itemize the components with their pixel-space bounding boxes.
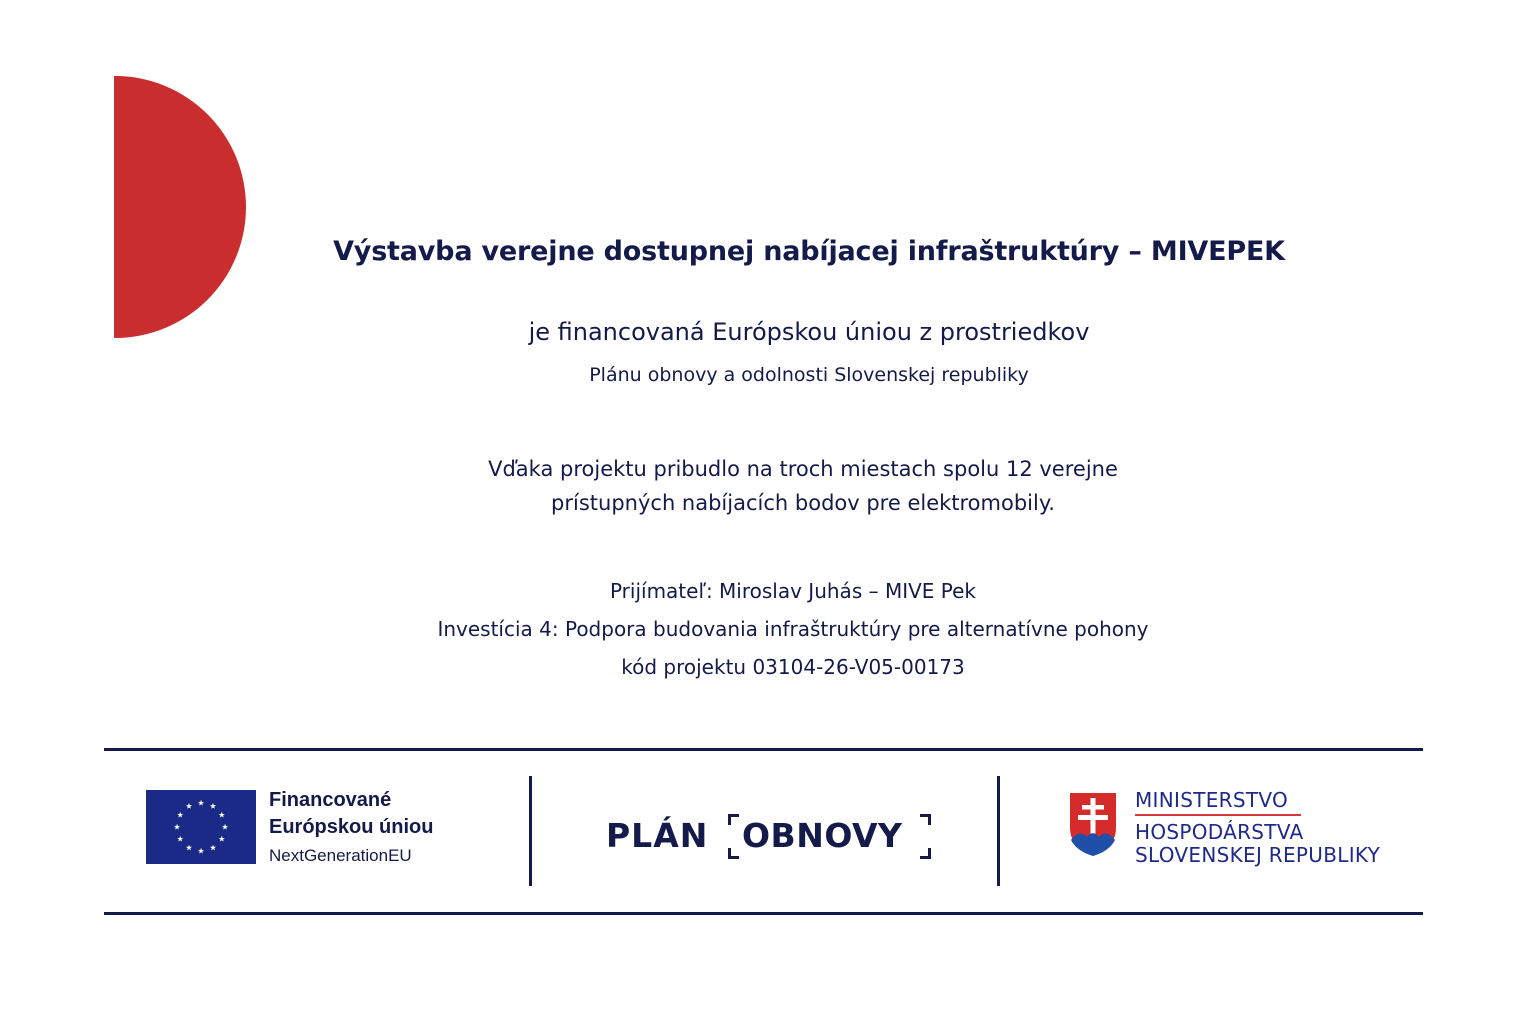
project-info bbox=[200, 572, 1386, 686]
eu-star bbox=[210, 845, 216, 851]
plan-obnovy-logo bbox=[604, 812, 944, 862]
eu-star bbox=[210, 803, 216, 809]
eu-star bbox=[177, 836, 183, 842]
page-title: Výstavba verejne dostupnej nabíjacej infraštruktúry – MIVEPEK bbox=[333, 236, 1285, 267]
plan-word: PLÁN bbox=[606, 816, 709, 855]
description-line: prístupných nabíjacích bodov pre elektromobily. bbox=[551, 491, 1055, 515]
ministry-line-slovenskej-republiky: SLOVENSKEJ REPUBLIKY bbox=[1135, 843, 1381, 867]
ministry-line-ministerstvo: MINISTERSTVO bbox=[1135, 788, 1289, 812]
eu-line-europskou-uniou: Európskou úniou bbox=[269, 816, 434, 838]
eu-flag-icon bbox=[146, 790, 256, 864]
footer-top-divider bbox=[104, 748, 1423, 751]
bracket-corner bbox=[920, 814, 931, 825]
eu-star bbox=[198, 848, 204, 854]
eu-stars bbox=[146, 790, 256, 864]
eu-star bbox=[219, 836, 225, 842]
recipient-text: Prijímateľ: Miroslav Juhás – MIVE Pek bbox=[609, 579, 977, 603]
eu-star bbox=[186, 845, 192, 851]
bracket-corner bbox=[728, 848, 739, 859]
bracket-corner bbox=[920, 848, 931, 859]
footer-vertical-divider bbox=[997, 776, 1000, 886]
funding-statement: je financovaná Európskou úniou z prostriedkov bbox=[528, 318, 1090, 346]
project-code-text: kód projektu 03104-26-V05-00173 bbox=[621, 655, 965, 679]
eu-star bbox=[177, 812, 183, 818]
bracket-corner bbox=[728, 814, 739, 825]
eu-star bbox=[174, 824, 180, 830]
ministry-logo-text bbox=[1135, 788, 1425, 867]
eu-funding-logo-text bbox=[269, 787, 519, 871]
ministry-red-rule bbox=[1135, 814, 1301, 816]
eu-star bbox=[222, 824, 228, 830]
eu-line-nextgenerationeu: NextGenerationEU bbox=[269, 846, 412, 865]
eu-star bbox=[219, 812, 225, 818]
ministry-line-hospodarstva: HOSPODÁRSTVA bbox=[1135, 820, 1304, 844]
eu-line-financovane: Financované bbox=[269, 789, 392, 811]
obnovy-word: OBNOVY bbox=[742, 816, 903, 855]
description-line: Vďaka projektu pribudlo na troch miestach spolu 12 verejne bbox=[488, 457, 1118, 481]
footer-vertical-divider bbox=[529, 776, 532, 886]
funding-program: Plánu obnovy a odolnosti Slovenskej republiky bbox=[589, 364, 1029, 386]
investment-text: Investícia 4: Podpora budovania infraštruktúry pre alternatívne pohony bbox=[437, 617, 1149, 641]
slovak-coat-of-arms-icon bbox=[1067, 790, 1119, 858]
footer-bottom-divider bbox=[104, 912, 1423, 915]
eu-star bbox=[198, 800, 204, 806]
red-semicircle-decoration bbox=[114, 76, 246, 338]
project-description bbox=[200, 452, 1406, 520]
eu-star bbox=[186, 803, 192, 809]
